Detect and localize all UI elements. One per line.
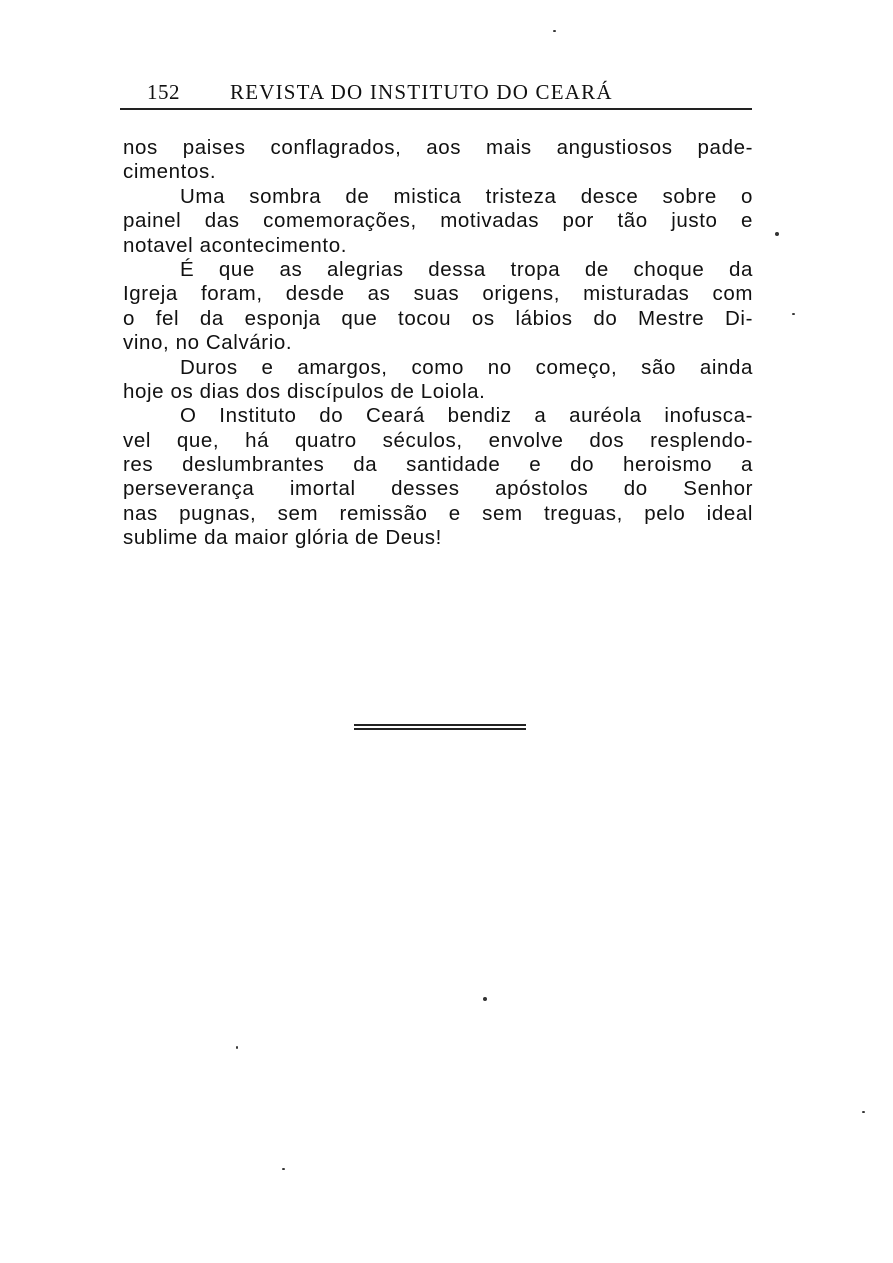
scan-speck [862, 1111, 865, 1113]
scan-speck [792, 313, 795, 315]
text-line: notavel acontecimento. [123, 233, 348, 257]
body-text [123, 136, 753, 551]
text-line: nos paises conflagrados, aos mais angustiosos pade- [123, 136, 753, 159]
running-title: REVISTA DO INSTITUTO DO CEARÁ [230, 80, 613, 104]
text-line: vel que, há quatro séculos, envolve dos resplendo- [123, 428, 753, 452]
text-line: Uma sombra de mistica tristeza desce sobre o [180, 184, 753, 208]
scan-speck [553, 30, 556, 32]
text-line: painel das comemorações, motivadas por tão justo e [123, 209, 753, 233]
scan-speck [775, 232, 779, 236]
scan-speck [483, 997, 487, 1001]
text-line: Duros e amargos, como no começo, são ainda [180, 355, 753, 379]
text-line: o fel da esponja que tocou os lábios do Mestre Di- [123, 306, 753, 330]
rule-line [354, 728, 526, 730]
running-header [120, 78, 752, 110]
text-line: res deslumbrantes da santidade e do heroismo a [123, 453, 753, 477]
end-ornament-rule [354, 724, 526, 732]
text-line: O Instituto do Ceará bendiz a auréola inofusca- [180, 404, 753, 428]
text-line: sublime da maior glória de Deus! [123, 526, 442, 550]
page-number: 152 [147, 80, 180, 104]
text-line: vino, no Calvário. [123, 331, 293, 355]
text-line: Igreja foram, desde as suas origens, misturadas com [123, 282, 753, 306]
text-line: nas pugnas, sem remissão e sem treguas, pelo ideal [123, 501, 753, 525]
scan-speck [282, 1168, 285, 1170]
text-line: É que as alegrias dessa tropa de choque da [180, 257, 753, 281]
scan-speck [236, 1046, 238, 1049]
text-line: cimentos. [123, 160, 217, 184]
text-line: perseverança imortal desses apóstolos do Senhor [123, 477, 753, 501]
text-line: hoje os dias dos discípulos de Loiola. [123, 379, 486, 403]
rule-line [354, 724, 526, 726]
